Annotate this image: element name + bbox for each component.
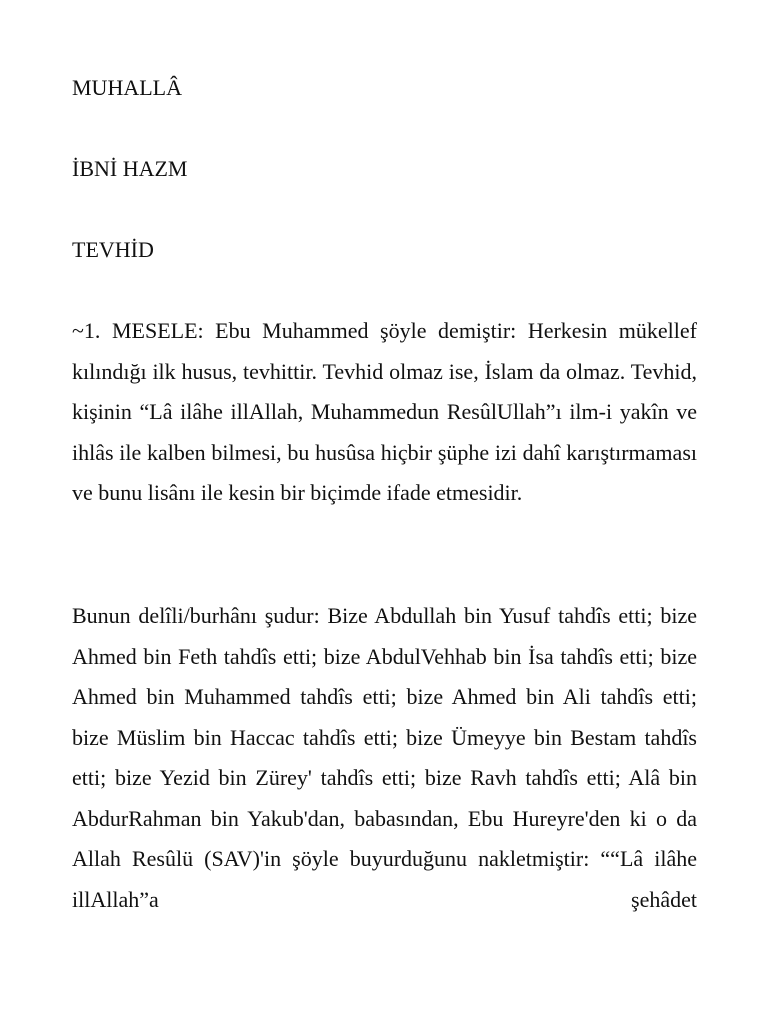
section-heading: TEVHİD — [72, 237, 154, 262]
paragraph-evidence: Bunun delîli/burhânı şudur: Bize Abdullah bin Yusuf tahdîs etti; bize Ahmed bin Feth tahdîs etti; bize AbdulVehhab bin İsa tahdîs etti; bize Ahmed bin Muhammed tahdîs etti; bize Ahmed bin Ali tahdîs etti; bize Müslim bin Haccac tahdîs etti; bize Ümeyye bin Bestam tahdîs etti; bize Yezid bin Zürey' tahdîs etti; bize Ravh tahdîs etti; Alâ bin AbdurRahman bin Yakub'dan, babasından, Ebu Hureyre'den ki o da Allah Resûlü (SAV)'in şöyle buyurduğunu nakletmiştir: ““Lâ ilâhe illAllah”a şehâdet — [72, 603, 697, 912]
paragraph-mesele-1: ~1. MESELE: Ebu Muhammed şöyle demiştir: Herkesin mükellef kılındığı ilk husus, tevhittir. Tevhid olmaz ise, İslam da olmaz. Tevhid, kişinin “Lâ ilâhe illAllah, Muhammedun ResûlUllah”ı ilm-i yakîn ve ihlâs ile kalben bilmesi, bu husûsa hiçbir şüphe izi dahî karıştırmaması ve bunu lisânı ile kesin bir biçimde ifade etmesidir. — [72, 318, 697, 505]
author-name: İBNİ HAZM — [72, 156, 188, 181]
book-title: MUHALLÂ — [72, 75, 182, 100]
